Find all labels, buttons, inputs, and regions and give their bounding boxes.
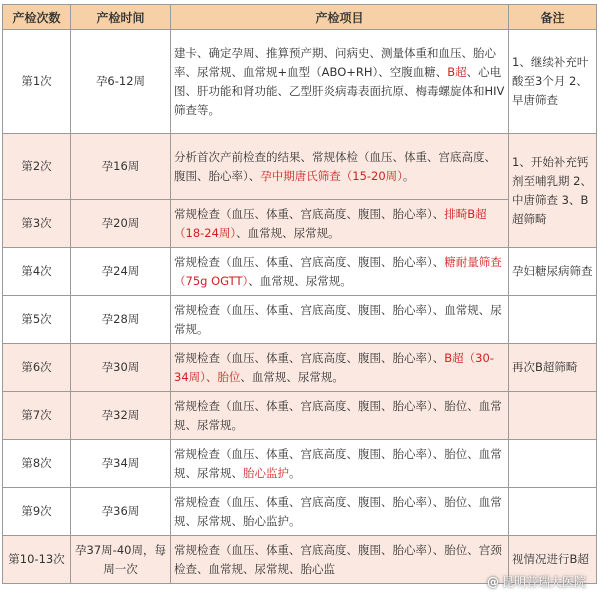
time-cell: 孕20周: [71, 200, 171, 248]
highlighted-exam-text: 排畸B超（18-24周）: [174, 206, 487, 240]
note-cell: 1、继续补充叶酸至3个月 2、早唐筛查: [509, 30, 597, 134]
items-cell: [171, 344, 509, 392]
time-cell: 孕32周: [71, 392, 171, 440]
table-row: [3, 30, 597, 134]
table-row: [3, 440, 597, 488]
watermark-at: @: [486, 575, 499, 589]
highlighted-exam-text: 糖耐量筛查（75g OGTT）: [174, 254, 502, 288]
exam-text: 常规检查（血压、体重、宫底高度、腹围、胎心率）、: [174, 350, 445, 365]
table-row: [3, 248, 597, 296]
visit-cell: 第10-13次: [3, 536, 71, 584]
note-cell: 视情况进行B超: [509, 536, 597, 584]
items-cell: [171, 440, 509, 488]
exam-text: 、血常规、尿常规。: [248, 273, 352, 288]
items-cell: [171, 536, 509, 584]
time-cell: 孕30周: [71, 344, 171, 392]
header-row: [3, 5, 597, 30]
note-cell: [509, 488, 597, 536]
highlighted-exam-text: 胎心监护: [243, 465, 289, 480]
time-cell: 孕6-12周: [71, 30, 171, 134]
time-cell: 孕34周: [71, 440, 171, 488]
note-cell: 1、开始补充钙剂至哺乳期 2、中唐筛查 3、B超筛畸: [509, 134, 597, 248]
table-row: [3, 134, 597, 200]
visit-cell: 第3次: [3, 200, 71, 248]
highlighted-exam-text: B超（30-34周）、胎位: [174, 350, 494, 384]
header-visit: 产检次数: [3, 5, 71, 30]
highlighted-exam-text: B超: [447, 64, 467, 79]
exam-text: 常规检查（血压、体重、宫底高度、腹围、胎心率）、胎位、血常规、尿常规。: [174, 398, 502, 432]
table-row: [3, 488, 597, 536]
prenatal-checkup-table: [2, 4, 597, 584]
note-cell: [509, 296, 597, 344]
visit-cell: 第1次: [3, 30, 71, 134]
items-cell: [171, 392, 509, 440]
table-row: [3, 200, 597, 248]
visit-cell: 第6次: [3, 344, 71, 392]
header-items: 产检项目: [171, 5, 509, 30]
exam-text: 常规检查（血压、体重、宫底高度、腹围、胎心率）、: [174, 206, 445, 221]
table-row: [3, 296, 597, 344]
header-notes: 备注: [509, 5, 597, 30]
exam-text: 常规检查（血压、体重、宫底高度、腹围、胎心率）、胎位、血常规、尿常规、: [174, 446, 502, 480]
watermark-text: 昆明普瑞大医院: [501, 575, 586, 589]
note-cell: 孕妇糖尿病筛查: [509, 248, 597, 296]
exam-text: 常规检查（血压、体重、宫底高度、腹围、胎心率）、胎位、宫颈检查、血常规、尿常规、胎心监: [174, 542, 502, 576]
note-cell: 再次B超筛畸: [509, 344, 597, 392]
table-row: [3, 344, 597, 392]
exam-text: 、血常规、尿常规。: [240, 369, 344, 384]
exam-text: 常规检查（血压、体重、宫底高度、腹围、胎心率）、胎位、血常规、尿常规、胎心监护。: [174, 494, 502, 528]
exam-text: 。: [289, 465, 301, 480]
items-cell: [171, 200, 509, 248]
exam-text: 常规检查（血压、体重、宫底高度、腹围、胎心率）、: [174, 254, 445, 269]
visit-cell: 第5次: [3, 296, 71, 344]
time-cell: 孕24周: [71, 248, 171, 296]
watermark: [487, 573, 586, 590]
note-cell: [509, 392, 597, 440]
visit-cell: 第4次: [3, 248, 71, 296]
items-cell: [171, 30, 509, 134]
visit-cell: 第9次: [3, 488, 71, 536]
time-cell: 孕36周: [71, 488, 171, 536]
header-time: 产检时间: [71, 5, 171, 30]
table-row: [3, 392, 597, 440]
items-cell: [171, 134, 509, 200]
note-cell: [509, 440, 597, 488]
visit-cell: 第2次: [3, 134, 71, 200]
visit-cell: 第7次: [3, 392, 71, 440]
items-cell: [171, 488, 509, 536]
time-cell: 孕28周: [71, 296, 171, 344]
exam-text: 分析首次产前检查的结果、常规体检（血压、体重、宫底高度、腹围、胎心率）、: [174, 149, 496, 183]
visit-cell: 第8次: [3, 440, 71, 488]
exam-text: 。: [402, 168, 415, 183]
exam-text: 、血常规、尿常规。: [236, 225, 340, 240]
items-cell: [171, 248, 509, 296]
exam-text: 常规检查（血压、体重、宫底高度、腹围、胎心率）、血常规、尿常规。: [174, 302, 502, 336]
time-cell: 孕37周-40周，每周一次: [71, 536, 171, 584]
time-cell: 孕16周: [71, 134, 171, 200]
items-cell: [171, 296, 509, 344]
exam-text: 建卡、确定孕周、推算预产期、问病史、测量体重和血压、胎心率、尿常规、血常规+血型（ABO+RH）、空腹血糖、: [174, 45, 496, 79]
exam-text: 、心电图、肝功能和肾功能、乙型肝炎病毒表面抗原、梅毒螺旋体和HIV筛查等。: [174, 64, 505, 117]
highlighted-exam-text: 孕中期唐氏筛查（15-20周）: [260, 168, 403, 183]
